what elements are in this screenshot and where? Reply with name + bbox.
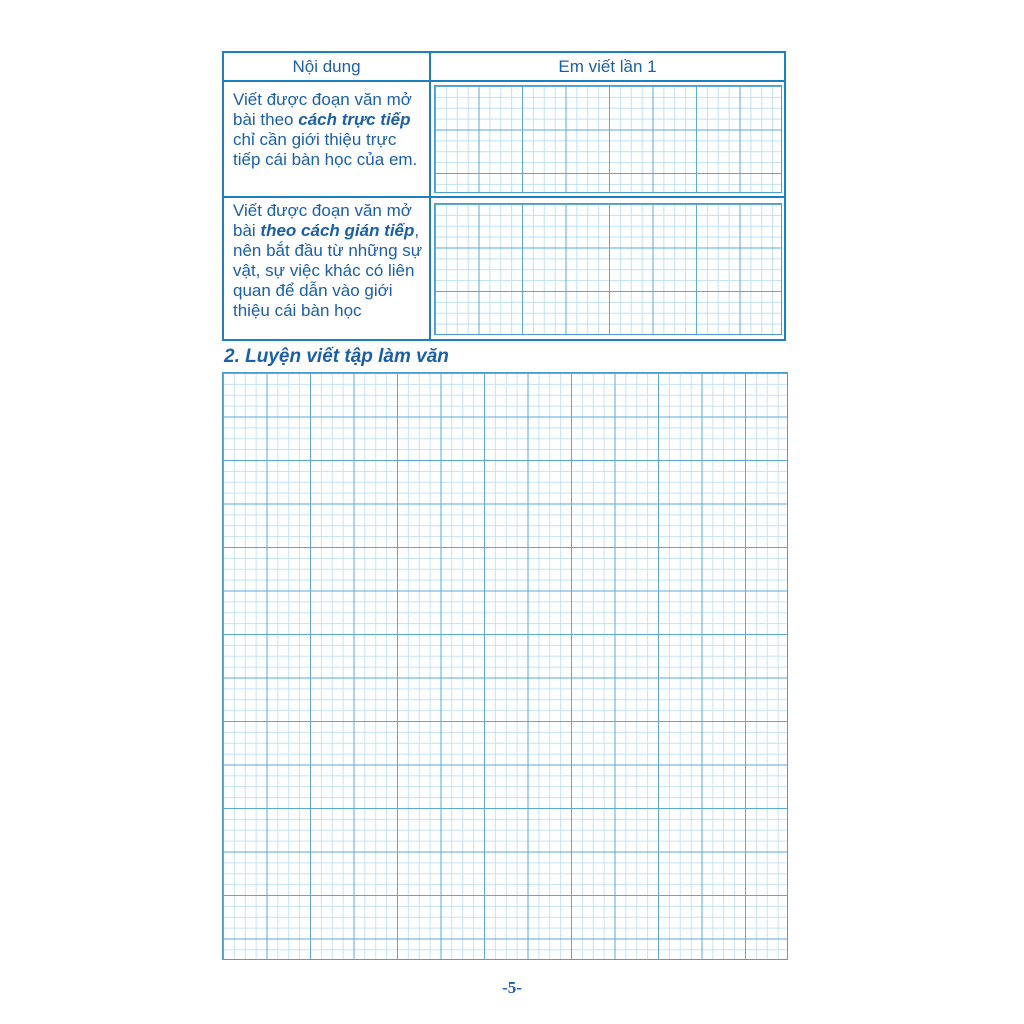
row-1-text-pre: Viết được đoạn văn mở bài theo <box>233 90 412 129</box>
practice-writing-grid[interactable] <box>222 372 788 960</box>
row-1-text-post: chỉ cần giới thiệu trực tiếp cái bàn học của em. <box>233 130 418 169</box>
row-2-instruction <box>233 201 425 321</box>
header-content: Nội dung <box>292 57 361 76</box>
row-1-writing-grid[interactable] <box>434 85 782 193</box>
task-table <box>222 51 786 341</box>
table-header-divider <box>224 80 784 82</box>
row-1-text-emphasis: cách trực tiếp <box>298 110 411 129</box>
row-2-text-pre: Viết được đoạn văn mở bài <box>233 201 412 240</box>
row-1-instruction <box>233 90 425 170</box>
row-2-text-emphasis: theo cách gián tiếp <box>260 221 415 240</box>
row-2-writing-grid[interactable] <box>434 203 782 335</box>
header-attempt: Em viết lần 1 <box>558 57 657 76</box>
row-2-text-post: , nên bắt đầu từ những sự vật, sự việc khác có liên quan để dẫn vào giới thiệu cái bàn học <box>233 221 423 320</box>
table-row-divider <box>224 196 784 198</box>
section-heading: 2. Luyện viết tập làm văn <box>224 346 449 367</box>
page-number: -5- <box>502 978 522 997</box>
